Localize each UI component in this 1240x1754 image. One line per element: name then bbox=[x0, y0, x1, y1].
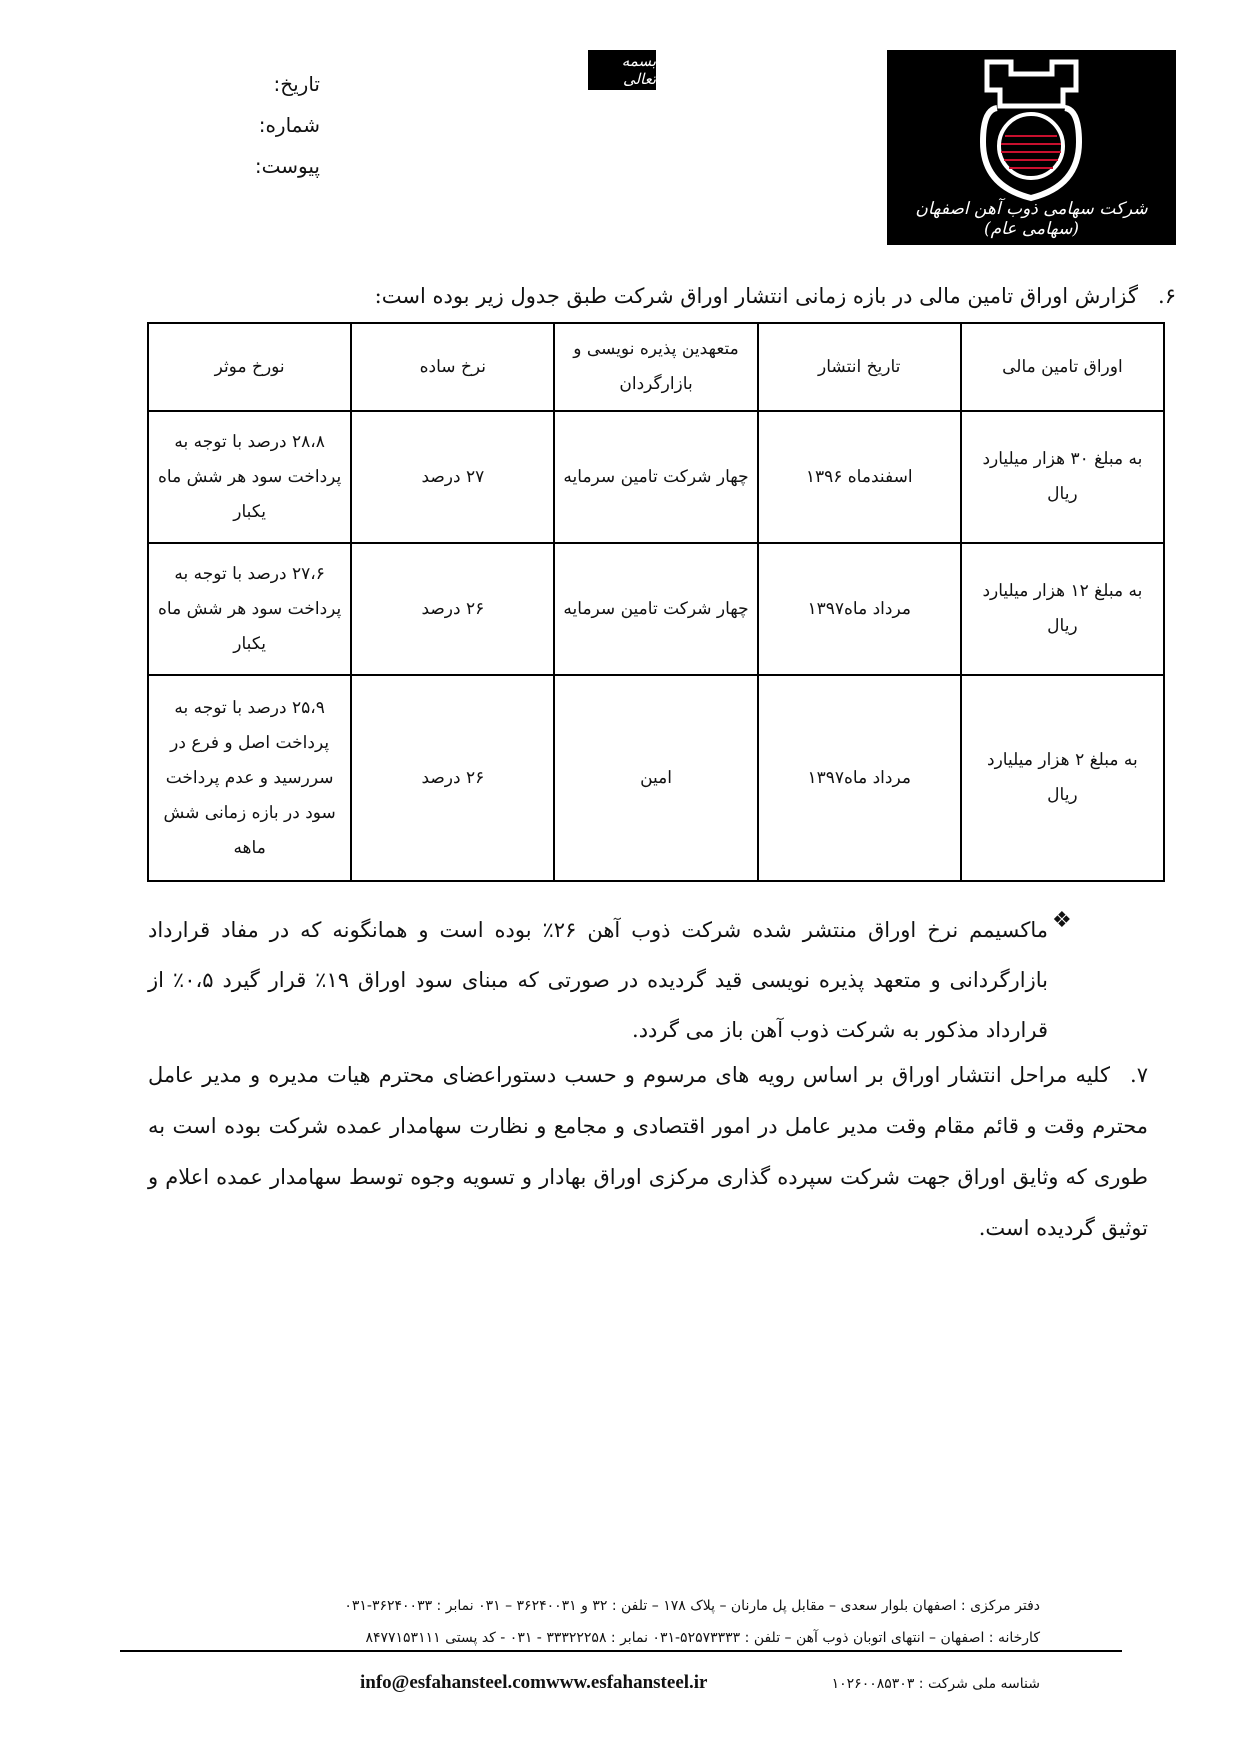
bismillah-text: بسمه تعالی bbox=[621, 52, 656, 88]
logo-text: شرکت سهامی ذوب آهن اصفهان (سهامی عام) bbox=[915, 199, 1148, 239]
attachment-label: پیوست: bbox=[254, 154, 320, 178]
date-label: تاریخ: bbox=[273, 72, 320, 96]
table-cell: ۲۸،۸ درصد با توجه به پرداخت سود هر شش ماه یکبار bbox=[148, 411, 351, 543]
bismillah-seal bbox=[588, 50, 656, 90]
table-cell: مرداد ماه۱۳۹۷ bbox=[758, 543, 961, 675]
table-cell: ۲۷،۶ درصد با توجه به پرداخت سود هر شش ماه یکبار bbox=[148, 543, 351, 675]
table-cell: ۲۶ درصد bbox=[351, 543, 554, 675]
table-header-cell: متعهدین پذیره نویسی و بازارگردان bbox=[554, 323, 757, 411]
table-cell: ۲۷ درصد bbox=[351, 411, 554, 543]
financing-securities-table bbox=[147, 322, 1165, 882]
table-row bbox=[148, 543, 1164, 675]
table-row bbox=[148, 411, 1164, 543]
footer-factory: کارخانه : اصفهان – انتهای اتوبان ذوب آهن – تلفن : ۵۲۵۷۳۳۳۳-۰۳۱ نمابر : ۳۳۳۲۲۲۵۸ - ۰۳۱ - کد پستی ۸۴۷۷۱۵۳۱۱۱ bbox=[365, 1630, 1040, 1646]
table-cell: اسفندماه ۱۳۹۶ bbox=[758, 411, 961, 543]
table-row bbox=[148, 675, 1164, 881]
section-7-number: ۷. bbox=[1130, 1063, 1148, 1087]
table-cell: چهار شرکت تامین سرمایه bbox=[554, 543, 757, 675]
table-cell: ۲۵،۹ درصد با توجه به پرداخت اصل و فرع در سررسید و عدم پرداخت سود در بازه زمانی شش ماهه bbox=[148, 675, 351, 881]
table-cell: مرداد ماه۱۳۹۷ bbox=[758, 675, 961, 881]
footer-email-website[interactable]: info@esfahansteel.comwww.esfahansteel.ir bbox=[360, 1672, 708, 1693]
section-6-heading bbox=[360, 280, 1176, 312]
table-cell: به مبلغ ۱۲ هزار میلیارد ریال bbox=[961, 543, 1164, 675]
bullet-diamond-icon: ❖ bbox=[1052, 908, 1072, 933]
table-header-cell: اوراق تامین مالی bbox=[961, 323, 1164, 411]
table-header-cell: تاریخ انتشار bbox=[758, 323, 961, 411]
table-cell: ۲۶ درصد bbox=[351, 675, 554, 881]
table-cell: به مبلغ ۳۰ هزار میلیارد ریال bbox=[961, 411, 1164, 543]
section-7-paragraph bbox=[148, 1050, 1148, 1254]
section-6-number: ۶. bbox=[1158, 284, 1176, 308]
footer-divider bbox=[120, 1650, 1122, 1652]
table-cell: امین bbox=[554, 675, 757, 881]
letter-meta bbox=[200, 64, 320, 187]
section-6-title: گزارش اوراق تامین مالی در بازه زمانی انتشار اوراق شرکت طبق جدول زیر بوده است: bbox=[374, 284, 1138, 308]
company-logo bbox=[887, 50, 1176, 245]
table-cell: به مبلغ ۲ هزار میلیارد ریال bbox=[961, 675, 1164, 881]
table-header-cell: نورخ موثر bbox=[148, 323, 351, 411]
section-7-text: کلیه مراحل انتشار اوراق بر اساس رویه های مرسوم و حسب دستوراعضای محترم هیات مدیره و مدیر عامل محترم وقت و قائم مقام وقت مدیر عامل در امور اقتصادی و مجامع و نظارت سهامدار عمده شرکت بوده است به طوری که وثایق اوراق جهت شرکت سپرده گذاری مرکزی اوراق بهادار و تسویه وجوه توسط سهامدار عمده اعلام و توثیق گردیده است. bbox=[148, 1063, 1148, 1240]
bullet-paragraph: ماکسیمم نرخ اوراق منتشر شده شرکت ذوب آهن ۲۶٪ بوده است و همانگونه که در مفاد قرارداد بازارگردانی و متعهد پذیره نویسی قید گردیده در صورتی که مبنای سود اوراق ۱۹٪ قرار گیرد ۰،۵٪ از قرارداد مذکور به شرکت ذوب آهن باز می گردد. bbox=[148, 918, 1048, 1042]
table-cell: چهار شرکت تامین سرمایه bbox=[554, 411, 757, 543]
number-label: شماره: bbox=[258, 113, 320, 137]
table-header-cell: نرخ ساده bbox=[351, 323, 554, 411]
footer-national-id: شناسه ملی شرکت : ۱۰۲۶۰۰۸۵۳۰۳ bbox=[831, 1676, 1040, 1692]
table-header-row bbox=[148, 323, 1164, 411]
footer-head-office: دفتر مرکزی : اصفهان بلوار سعدی – مقابل پل مارنان – پلاک ۱۷۸ – تلفن : ۳۲ و ۳۶۲۴۰۰۳۱ – ۰۳۱ نمابر : ۳۶۲۴۰۰۳۳-۰۳۱ bbox=[344, 1598, 1040, 1614]
